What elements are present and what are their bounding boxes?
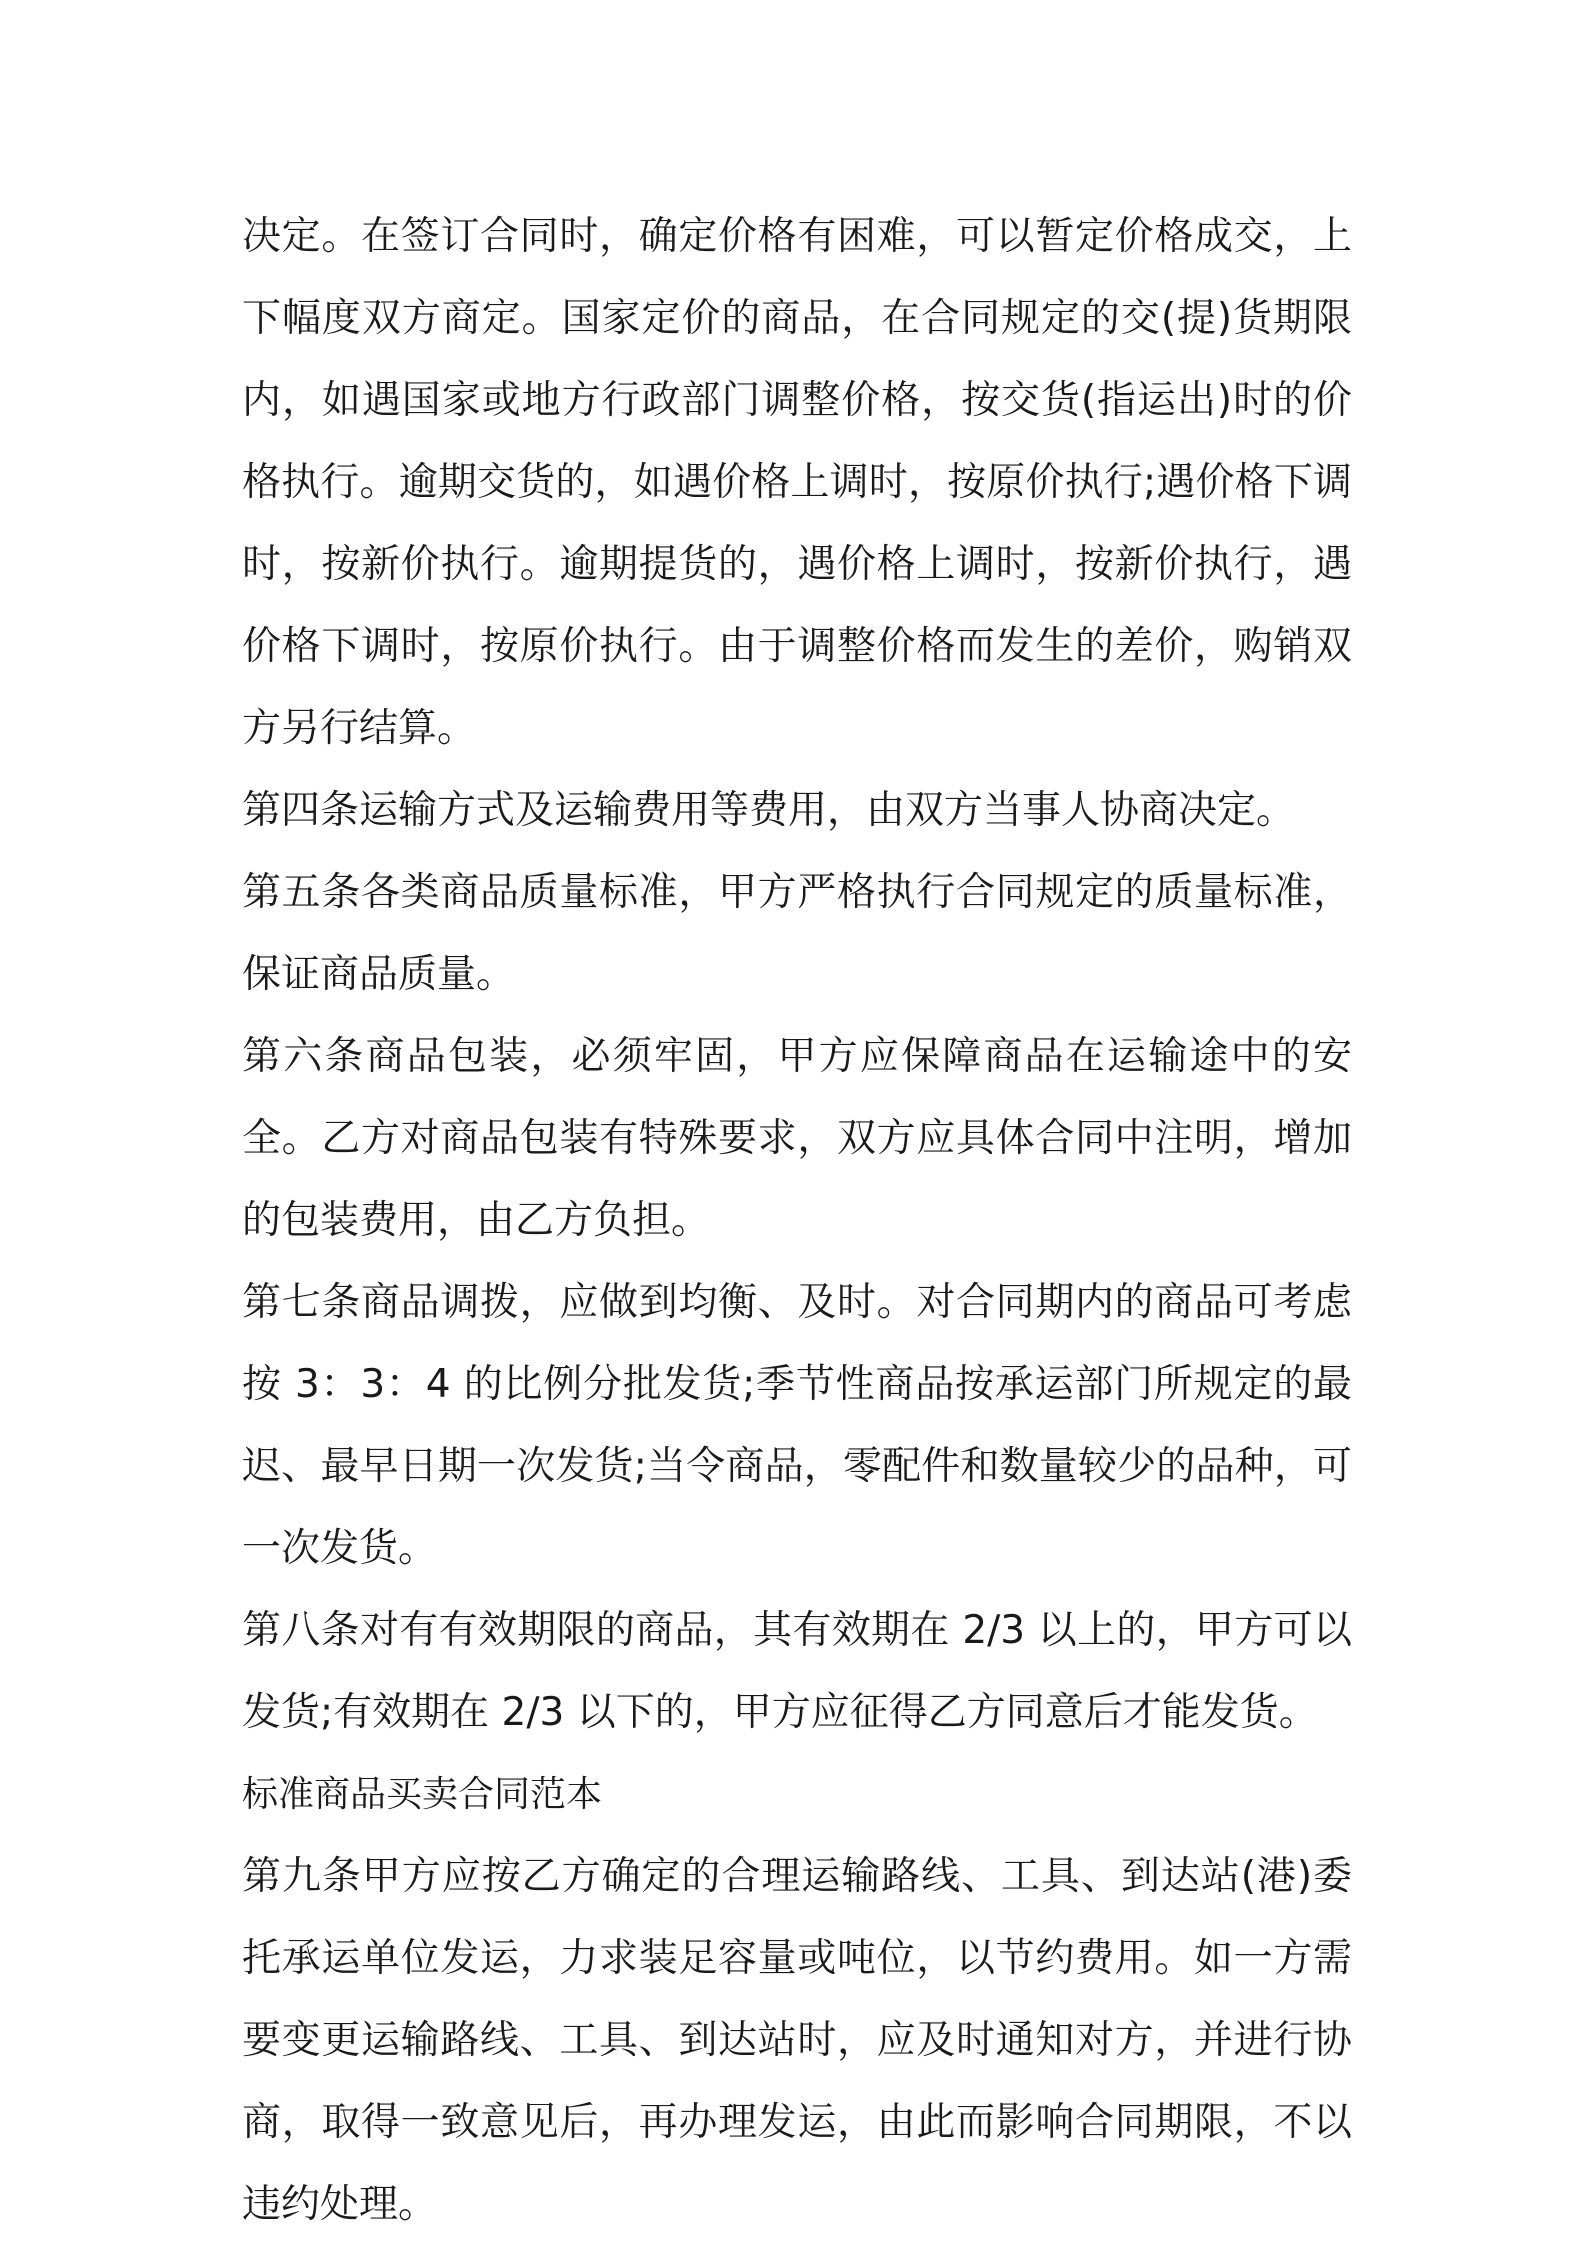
document-body: [242, 196, 1352, 2246]
paragraph-price-adjustment: 决定。在签订合同时，确定价格有困难，可以暂定价格成交，上下幅度双方商定。国家定价的商品，在合同规定的交(提)货期限内，如遇国家或地方行政部门调整价格，按交货(指运出)时的价格执行。逾期交货的，如遇价格上调时，按原价执行;遇价格下调时，按新价执行。逾期提货的，遇价格上调时，按新价执行，遇价格下调时，按原价执行。由于调整价格而发生的差价，购销双方另行结算。: [242, 214, 1352, 751]
article-6: 第六条商品包装，必须牢固，甲方应保障商品在运输途中的安全。乙方对商品包装有特殊要求，双方应具体合同中注明，增加的包装费用，由乙方负担。: [242, 1034, 1352, 1243]
article-8: 第八条对有有效期限的商品，其有效期在 2/3 以上的，甲方可以发货;有效期在 2/3 以下的，甲方应征得乙方同意后才能发货。: [242, 1608, 1352, 1735]
article-9: 第九条甲方应按乙方确定的合理运输路线、工具、到达站(港)委托承运单位发运，力求装足容量或吨位，以节约费用。如一方需要变更运输路线、工具、到达站时，应及时通知对方，并进行协商，取得一致意见后，再办理发运，由此而影响合同期限，不以违约处理。: [242, 1854, 1352, 2227]
section-heading: 标准商品买卖合同范本: [242, 1774, 603, 1815]
article-7: 第七条商品调拨，应做到均衡、及时。对合同期内的商品可考虑按 3：3：4 的比例分批发货;季节性商品按承运部门所规定的最迟、最早日期一次发货;当令商品，零配件和数量较少的品种，可一次发货。: [242, 1280, 1352, 1571]
article-5: 第五条各类商品质量标准，甲方严格执行合同规定的质量标准，保证商品质量。: [242, 870, 1352, 997]
article-4: 第四条运输方式及运输费用等费用，由双方当事人协商决定。: [242, 788, 1296, 833]
